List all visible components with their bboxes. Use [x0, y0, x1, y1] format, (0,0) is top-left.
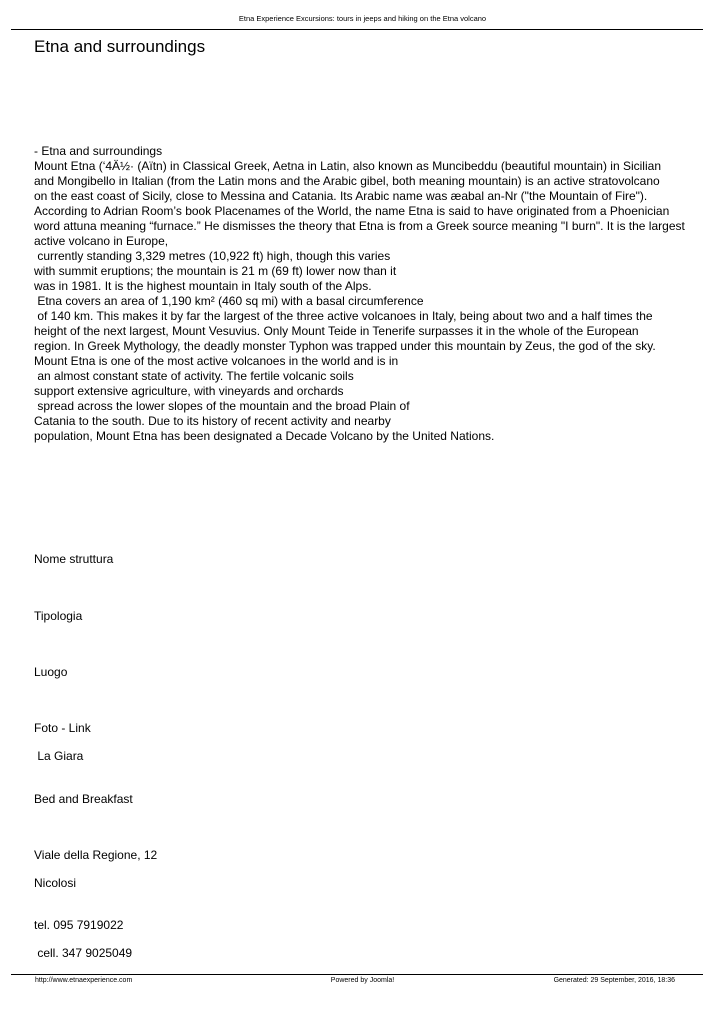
- footer-powered-by: Powered by Joomla!: [330, 977, 395, 984]
- article-line: Mount Etna (‘4Ä½· (Aïtn) in Classical Greek, Aetna in Latin, also known as Muncibeddu (beautiful mountain) in Sicilian: [34, 159, 661, 173]
- phone-number: tel. 095 7919022: [34, 918, 124, 932]
- article-line: an almost constant state of activity. The fertile volcanic soils: [34, 369, 354, 383]
- header-rule: [11, 29, 703, 30]
- structure-address: Viale della Regione, 12: [34, 848, 158, 862]
- nome-struttura-label: Nome struttura: [34, 552, 114, 566]
- running-header: Etna Experience Excursions: tours in jeeps and hiking on the Etna volcano: [238, 14, 487, 23]
- article-line: height of the next largest, Mount Vesuvius. Only Mount Teide in Tenerife surpasses it in the whole of the European: [34, 324, 639, 338]
- article-line: Mount Etna is one of the most active volcanoes in the world and is in: [34, 354, 399, 368]
- article-line: support extensive agriculture, with vineyards and orchards: [34, 384, 344, 398]
- footer-url: http://www.etnaexperience.com: [35, 977, 133, 984]
- article-line: of 140 km. This makes it by far the largest of the three active volcanoes in Italy, being about two and a half times the: [34, 309, 653, 323]
- structure-name: La Giara: [34, 749, 84, 763]
- footer-rule: [11, 974, 703, 975]
- article-line: with summit eruptions; the mountain is 21 m (69 ft) lower now than it: [34, 264, 397, 278]
- article-line: region. In Greek Mythology, the deadly monster Typhon was trapped under this mountain by Zeus, the god of the sky.: [34, 339, 656, 353]
- foto-link-label: Foto - Link: [34, 721, 91, 735]
- article-line: active volcano in Europe,: [34, 234, 169, 248]
- footer-generated-date: Generated: 29 September, 2016, 18:36: [553, 977, 675, 984]
- article-line: - Etna and surroundings: [34, 144, 163, 158]
- article-body: [34, 144, 704, 444]
- article-line: was in 1981. It is the highest mountain in Italy south of the Alps.: [34, 279, 372, 293]
- structure-type: Bed and Breakfast: [34, 792, 133, 806]
- article-line: According to Adrian Room’s book Placenames of the World, the name Etna is said to have originated from a Phoenician: [34, 204, 670, 218]
- article-line: and Mongibello in Italian (from the Latin mons and the Arabic gibel, both meaning mountain) is an active stratovolcano: [34, 174, 660, 188]
- article-line: currently standing 3,329 metres (10,922 ft) high, though this varies: [34, 249, 391, 263]
- cell-number: cell. 347 9025049: [34, 946, 133, 960]
- luogo-label: Luogo: [34, 665, 68, 679]
- tipologia-label: Tipologia: [34, 609, 83, 623]
- page-title: Etna and surroundings: [34, 37, 206, 56]
- article-line: Catania to the south. Due to its history of recent activity and nearby: [34, 414, 391, 428]
- structure-city: Nicolosi: [34, 876, 77, 890]
- article-line: spread across the lower slopes of the mountain and the broad Plain of: [34, 399, 410, 413]
- article-line: on the east coast of Sicily, close to Messina and Catania. Its Arabic name was æabal an-Nr ("the Mountain of Fire").: [34, 189, 648, 203]
- article-line: word attuna meaning “furnace.” He dismisses the theory that Etna is from a Greek source meaning "I burn". It is the largest: [34, 219, 685, 233]
- article-line: Etna covers an area of 1,190 km² (460 sq mi) with a basal circumference: [34, 294, 424, 308]
- article-line: population, Mount Etna has been designated a Decade Volcano by the United Nations.: [34, 429, 495, 443]
